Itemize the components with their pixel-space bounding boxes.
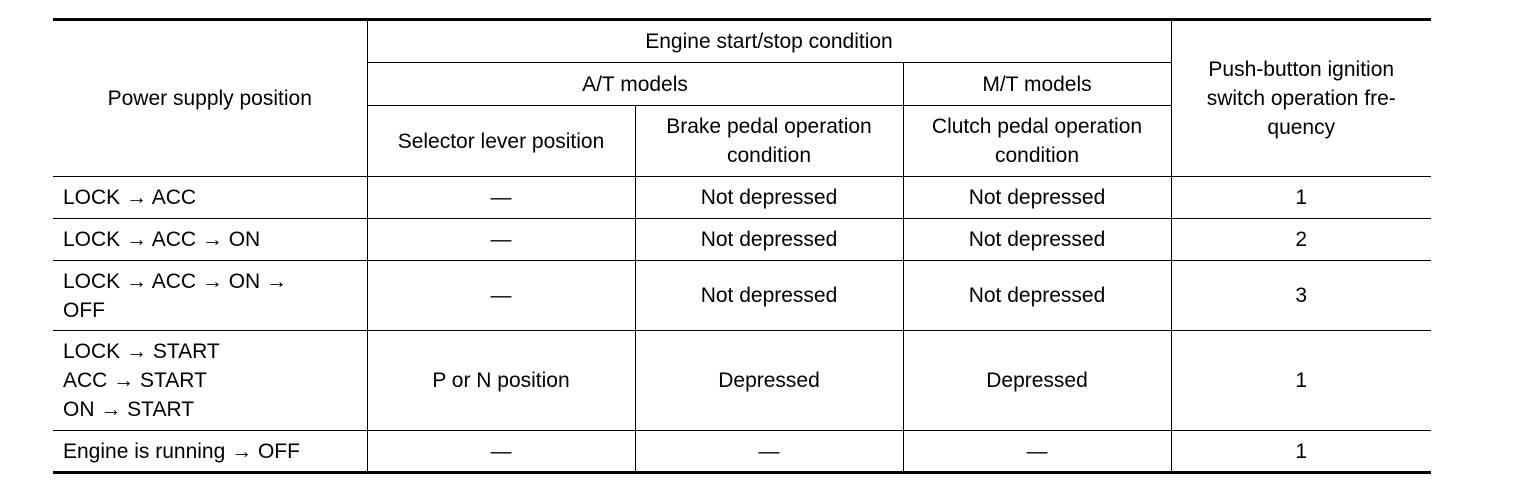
brake-pedal-condition-label: Brake pedal operation condition: [666, 115, 872, 167]
clutch-cell: Not depressed: [903, 261, 1171, 331]
table-row: [53, 431, 1431, 473]
power-supply-line: LOCK → ACC → ON →: [63, 269, 288, 293]
selector-cell: —: [367, 261, 635, 331]
power-supply-cell: Engine is running → OFF: [53, 431, 367, 473]
at-models-header: A/T models: [367, 63, 903, 106]
brake-cell: Not depressed: [635, 177, 903, 219]
power-supply-position-header: Power supply position: [53, 20, 367, 177]
power-supply-cell: [53, 331, 367, 431]
selector-cell: —: [367, 219, 635, 261]
table-header: [53, 20, 1431, 177]
clutch-cell: Not depressed: [903, 219, 1171, 261]
power-supply-line: ON → START: [63, 398, 195, 421]
table-row: [53, 331, 1431, 431]
selector-lever-position-header: Selector lever position: [367, 106, 635, 177]
frequency-cell: 1: [1171, 177, 1431, 219]
clutch-pedal-condition-header: [903, 106, 1171, 177]
push-button-frequency-label: Push-button ignition switch operation fre- quency: [1206, 58, 1396, 139]
engine-start-stop-condition-header: Engine start/stop condition: [367, 20, 1171, 63]
brake-cell: —: [635, 431, 903, 473]
power-supply-cell: LOCK → ACC: [53, 177, 367, 219]
power-supply-line: ACC → START: [63, 369, 207, 392]
table-row: [53, 177, 1431, 219]
selector-cell: P or N position: [367, 331, 635, 431]
clutch-cell: Not depressed: [903, 177, 1171, 219]
power-supply-line: LOCK → START: [63, 340, 220, 363]
clutch-cell: —: [903, 431, 1171, 473]
ignition-operation-table: [53, 18, 1431, 474]
selector-cell: —: [367, 431, 635, 473]
clutch-cell: Depressed: [903, 331, 1171, 431]
power-supply-cell: LOCK → ACC → ON: [53, 219, 367, 261]
brake-cell: Not depressed: [635, 261, 903, 331]
push-button-frequency-header: [1171, 20, 1431, 177]
selector-cell: —: [367, 177, 635, 219]
table-row: [53, 219, 1431, 261]
frequency-cell: 3: [1171, 261, 1431, 331]
brake-cell: Depressed: [635, 331, 903, 431]
brake-pedal-condition-header: [635, 106, 903, 177]
brake-cell: Not depressed: [635, 219, 903, 261]
power-supply-cell: [53, 261, 367, 331]
frequency-cell: 2: [1171, 219, 1431, 261]
mt-models-header: M/T models: [903, 63, 1171, 106]
spec-table-container: [53, 18, 1431, 474]
clutch-pedal-condition-label: Clutch pedal operation condition: [931, 115, 1143, 167]
frequency-cell: 1: [1171, 331, 1431, 431]
power-supply-line: OFF: [63, 298, 105, 322]
table-body: [53, 177, 1431, 473]
frequency-cell: 1: [1171, 431, 1431, 473]
table-row: [53, 261, 1431, 331]
